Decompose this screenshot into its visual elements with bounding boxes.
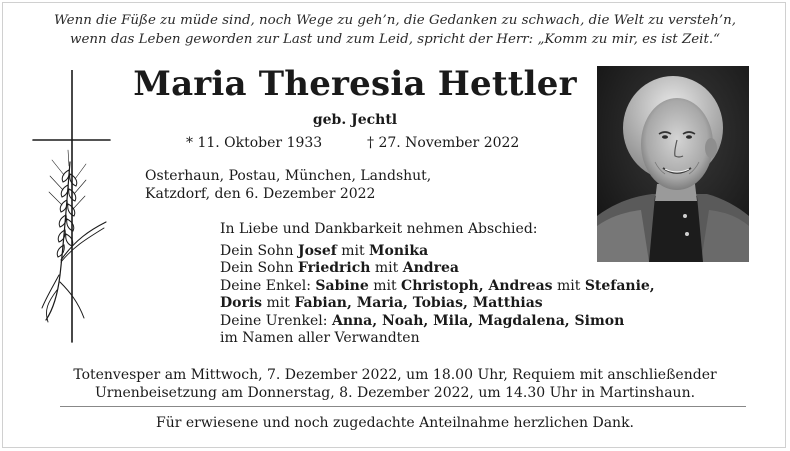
mourner-line-grandchildren-2: Doris mit Fabian, Maria, Tobias, Matthias bbox=[220, 295, 543, 311]
motto-verse bbox=[0, 11, 790, 49]
place-and-date bbox=[145, 167, 431, 203]
motto-line-1: Wenn die Füße zu müde sind, noch Wege zu geh’n, die Gedanken zu schwach, die Welt zu versteh’n, bbox=[54, 13, 736, 28]
maiden-name: geb. Jechtl bbox=[312, 112, 398, 128]
cross-with-wheat-icon bbox=[30, 70, 120, 345]
motto-line-2: wenn das Leben geworden zur Last und zum Leid, spricht der Herr: „Komm zu mir, es ist Zeit.“ bbox=[70, 32, 720, 47]
mourner-line-son-2: Dein Sohn Friedrich mit Andrea bbox=[220, 260, 459, 276]
mourner-line-great-grandchildren: Deine Urenkel: Anna, Noah, Mila, Magdalena, Simon bbox=[220, 312, 625, 329]
thanks-note: Für erwiesene und noch zugedachte Anteilnahme herzlichen Dank. bbox=[155, 415, 635, 431]
divider bbox=[60, 406, 746, 407]
service-information bbox=[0, 366, 790, 402]
death-date: † 27. November 2022 bbox=[367, 135, 520, 151]
services-line-1: Totenvesper am Mittwoch, 7. Dezember 2022, um 18.00 Uhr, Requiem mit anschließender bbox=[73, 367, 717, 383]
mourner-line-grandchildren-1: Deine Enkel: Sabine mit Christoph, Andreas mit Stefanie, bbox=[220, 277, 655, 294]
places-line-1: Osterhaun, Postau, München, Landshut, bbox=[145, 168, 432, 184]
mourner-line-son-1: Dein Sohn Josef mit Monika bbox=[220, 242, 429, 259]
mourners-list bbox=[220, 221, 655, 348]
portrait-photo bbox=[597, 66, 749, 262]
mourner-line-relatives: im Namen aller Verwandten bbox=[220, 330, 420, 346]
places-line-2: Katzdorf, den 6. Dezember 2022 bbox=[145, 186, 376, 202]
deceased-name: Maria Theresia Hettler bbox=[133, 64, 577, 104]
mourners-intro: In Liebe und Dankbarkeit nehmen Abschied: bbox=[220, 221, 538, 237]
birth-date: * 11. Oktober 1933 bbox=[186, 135, 323, 151]
services-line-2: Urnenbeisetzung am Donnerstag, 8. Dezember 2022, um 14.30 Uhr in Martinshaun. bbox=[94, 385, 696, 401]
